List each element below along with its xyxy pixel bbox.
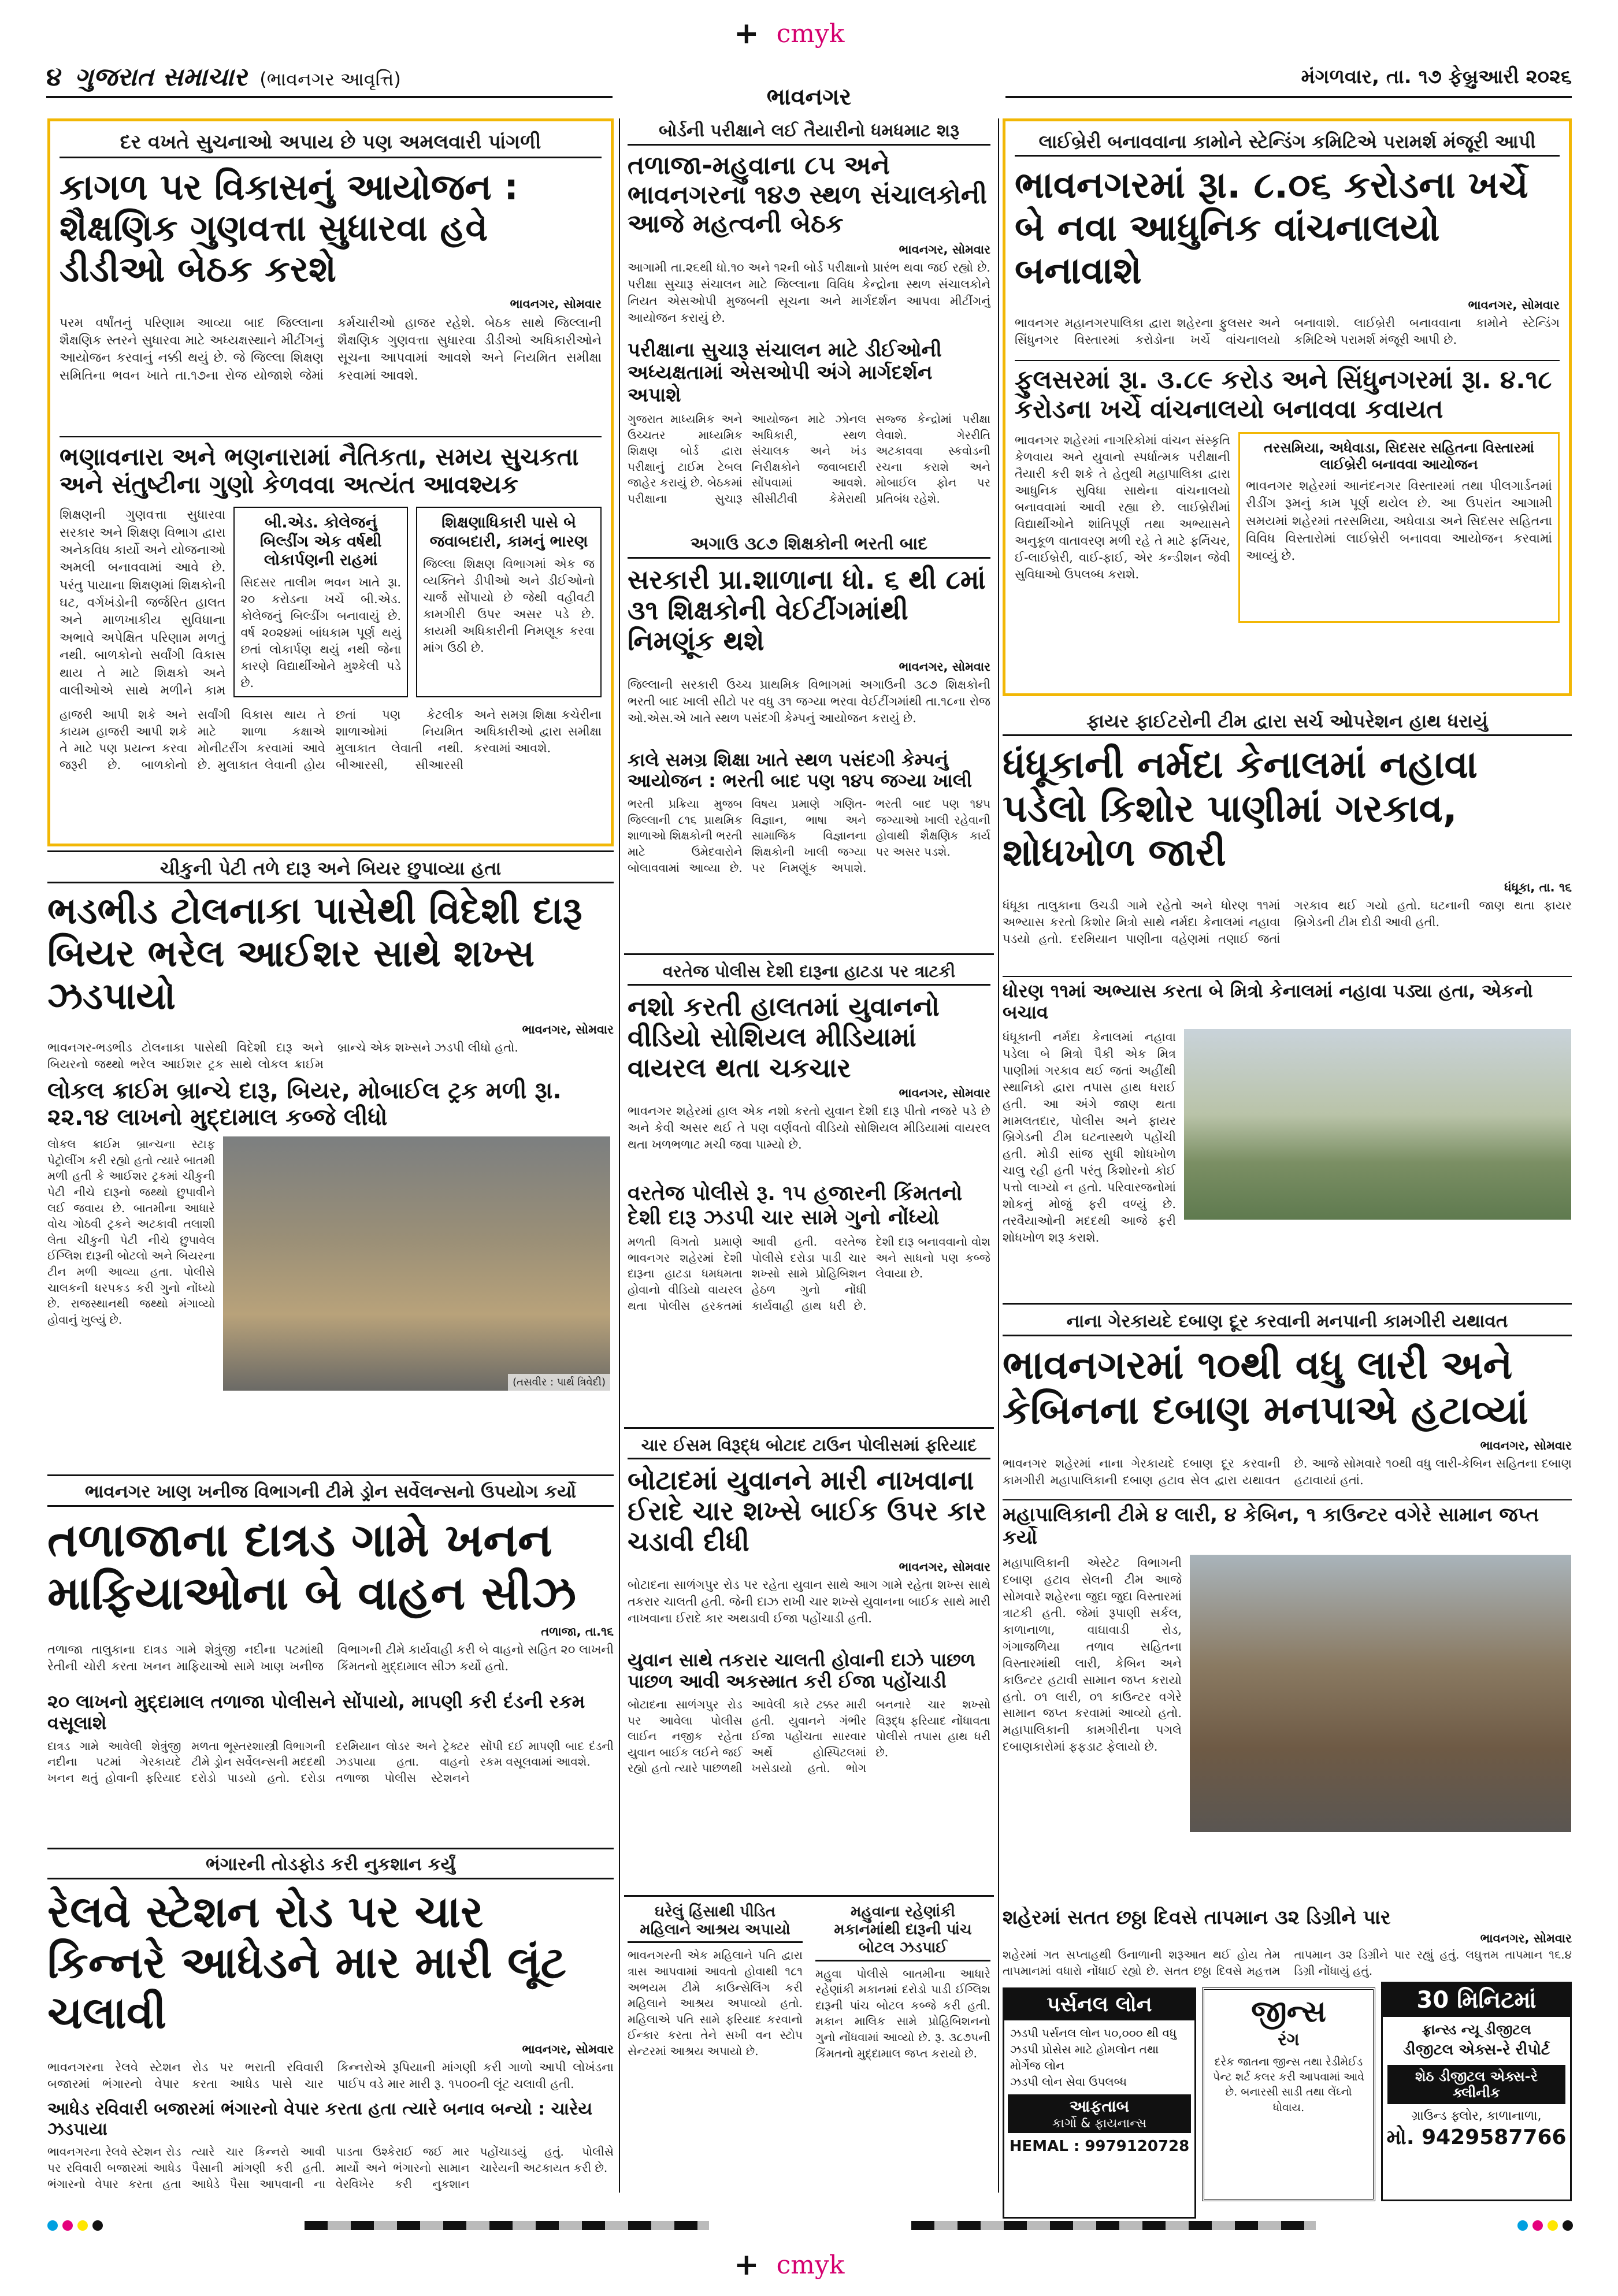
story-board-exam xyxy=(624,118,994,529)
yellow-dot-icon xyxy=(77,2220,88,2231)
section-rule xyxy=(47,850,614,852)
story-body: આગામી તા.૨૬થી ધો.૧૦ અને ૧૨ની બોર્ડ પરીક્ષાનો પ્રારંભ થવા જઈ રહ્યો છે. પરીક્ષા સુચારૂ સંચાલન માટે જિલ્લાના વિવિધ કેન્દ્રોના સ્થળ સંચાલકોને નિયત એસઓપી મુજબની સૂચના અને માર્ગદર્શન આપવા મીટીંગનું આયોજન કરાયું છે. xyxy=(628,260,990,325)
story-dateline: ભાવનગર, સોમવાર xyxy=(899,1086,990,1101)
story-library xyxy=(1003,118,1572,696)
yellow-dot-icon xyxy=(1548,2220,1558,2231)
story-headline: નશો કરતી હાલતમાં યુવાનનો વીડિયો સોશિયલ મીડિયામાં વાયરલ થતા ચકચાર xyxy=(628,990,940,1083)
ad-line: ઝડપી પર્સનલ લોન ૫૦,૦૦૦ થી વધુ xyxy=(1010,2026,1177,2040)
ad-title: જીન્સ xyxy=(1251,1994,1326,2029)
story-dateline: ભાવનગર, સોમવાર xyxy=(510,296,602,311)
story-body: ભાવનગર શહેરમાં હાલ એક નશો કરતો યુવાન દેશી દારૂ પીતો નજરે પડે છે અને કેવી અસર થઈ તે પણ વર્ણવતો વીડિયો સોશિયલ મીડિયામાં વાયરલ થતા ખળભળાટ મચી જવા પામ્યો છે. xyxy=(628,1104,990,1152)
info-box-body: સિદસર તાલીમ ભવન ખાતે રૂા. ૨૦ કરોડના ખર્ચે બી.એડ. કોલેજનું બિલ્ડીંગ બનાવાયું છે. વર્ષ ૨૦૨૪માં બાંધકામ પૂર્ણ થયું છતાં લોકાર્પણ થયું નથી જેના કારણે વિદ્યાર્થીઓને મુશ્કેલી પડે છે. xyxy=(240,575,402,690)
issue-date: મંગળવાર, તા. ૧૭ ફેબ્રુઆરી ૨૦૨૬ xyxy=(1301,65,1572,88)
seized-goods-photo xyxy=(223,1136,610,1391)
story-body: ભાવનગર મહાનગરપાલિકા દ્વારા શહેરના ફુલસર અને સિંધુનગર વિસ્તારમાં કરોડોના ખર્ચે વાંચનાલયો બનાવાશે. લાઈબ્રેરી બનાવવાના કામોને સ્ટેન્ડિંગ કમિટિએ પરામર્શ મંજૂરી આપી છે. xyxy=(1015,316,1560,347)
story-headline: ધંધૂકાની નર્મદા કેનાલમાં નહાવા પડેલો કિશોર પાણીમાં ગરકાવ, શોધખોળ જારી xyxy=(1003,742,1478,875)
info-box-body: જિલ્લા શિક્ષણ વિભાગમાં એક જ વ્યક્તિને ડીપીઓ અને ડીઈઓનો ચાર્જ સોંપાયો છે જેથી વહીવટી કામગીરી ઉપર અસર પડે છે. કાયમી અધિકારીની નિમણૂક કરવા માંગ ઉઠી છે. xyxy=(423,557,595,655)
story-body-continued: ગુજરાત માધ્યમિક અને ઉચ્ચતર માધ્યમિક શિક્ષણ બોર્ડ દ્વારા પરીક્ષાનું ટાઈમ ટેબલ જાહેર કરાયું છે. બેઠકમાં પરીક્ષાના સુચારૂ આયોજન માટે ઝોનલ અધિકારી, સ્થળ સંચાલક અને ખંડ નિરીક્ષકોને જવાબદારી સોંપવામાં આવશે. સીસીટીવી કેમેરાથી સજ્જ કેન્દ્રોમાં પરીક્ષા લેવાશે. ગેરરીતિ અટકાવવા સ્કવોડની રચના કરાશે અને મોબાઈલ ફોન પર પ્રતિબંધ રહેશે. xyxy=(628,412,990,506)
section-rule xyxy=(1003,1303,1572,1305)
story-body: ભાવનગર-ભડભીડ ટોલનાકા પાસેથી વિદેશી દારૂ અને બિયરનો જથ્થો ભરેલ આઈશર ટ્રક સાથે લોકલ ક્રાઈમ બ્રાન્ચે એક શખ્સને ઝડપી લીધો હતો. xyxy=(47,1041,518,1072)
ad-jeans xyxy=(1202,1987,1375,2201)
ad-firm: આફતાબ xyxy=(1069,2097,1130,2116)
ad-phone: HEMAL : 9979120728 xyxy=(1009,2138,1190,2155)
story-teacher-recruitment xyxy=(624,532,994,948)
story-mining-seizure xyxy=(47,1479,614,1849)
info-box-bed-college xyxy=(233,507,408,697)
story-kicker: નાના ગેરકાયદે દબાણ દૂર કરવાની મનપાની કામગીરી યથાવત xyxy=(1003,1309,1572,1336)
story-kicker: ચાર ઈસમ વિરૂદ્ધ બોટાદ ટાઉન પોલીસમાં ફરિયાદ xyxy=(628,1433,990,1459)
story-headline: તળાજાના દાત્રડ ગામે ખનન માફિયાઓના બે વાહન સીઝ xyxy=(47,1513,577,1621)
story-body-continued: મહાપાલિકાની એસ્ટેટ વિભાગની દબાણ હટાવ સેલની ટીમ આજે સોમવારે શહેરના જુદા જુદા વિસ્તારમાં ત્રાટકી હતી. જેમાં રૂપાણી સર્કલ, કાળાનાળા, વાઘાવાડી રોડ, ગંગાજળિયા તળાવ સહિતના વિસ્તારમાંથી લારી, કેબિન અને કાઉન્ટર હટાવી સામાન જપ્ત કરાયો હતો. ૦૧ લારી, ૦૧ કાઉન્ટર વગેરે સામાન જપ્ત કરવામાં આવ્યો હતો. મહાપાલિકાની કામગીરીના પગલે દબાણકારોમાં ફફડાટ ફેલાયો છે. xyxy=(1003,1555,1182,1754)
story-subheadline: યુવાન સાથે તકરાર ચાલતી હોવાની દાઝે પાછળ પાછળ આવી અકસ્માત કરી ઈજા પહોંચાડી xyxy=(628,1649,975,1693)
story-subheadline: આધેડ રવિવારી બજારમાં ભંગારનો વેપાર કરતા હતા ત્યારે બનાવ બન્યો : ચારેય ઝડપાયા xyxy=(47,2099,593,2139)
info-box-library-plan xyxy=(1238,432,1560,623)
info-box-title: તરસમિયા, અધેવાડા, સિદસર સહિતના વિસ્તારમાં લાઈબ્રેરી બનાવવા આયોજન xyxy=(1264,440,1534,473)
story-body: ધંધૂકા તાલુકાના ઉચડી ગામે રહેતો અને ધોરણ ૧૧માં અભ્યાસ કરતો કિશોર મિત્રો સાથે નર્મદા કેનાલમાં નહાવા પડયો હતો. દરમિયાન પાણીના વહેણમાં તણાઈ જતાં ગરકાવ થઈ ગયો હતો. ઘટનાની જાણ થતા ફાયર બ્રિગેડની ટીમ દોડી આવી હતી. xyxy=(1003,898,1572,946)
cyan-dot-icon xyxy=(47,2220,58,2231)
story-body: મહુવા પોલીસે બાતમીના આધારે રહેણાંકી મકાનમાં દરોડો પાડી ઈગ્લિશ દારૂની પાંચ બોટલ કબ્જે કરી હતી. મકાન માલિક સામે પ્રોહિબિશનનો ગુનો નોંધવામાં આવ્યો છે. રૂ. ૩૮૭૫ની કિંમતનો મુદ્દામાલ જપ્ત કરાયો છે. xyxy=(815,1966,990,2060)
story-body-tail: હાજરી આપી શકે અને કાયમ હાજરી આપી શકે તે માટે પણ પ્રયત્ન કરવા જરૂરી છે. બાળકોનો સર્વાંગી વિકાસ થાય તે માટે શાળા કક્ષાએ મોનીટરીંગ કરવામાં આવે છે. મુલાકાત લેવાની હોય છતાં પણ કેટલીક શાળાઓમાં નિયમિત મુલાકાત લેવાતી નથી. બીઆરસી, સીઆરસી અને સમગ્ર શિક્ષા કચેરીના અધિકારીઓ દ્વારા સમીક્ષા કરવામાં આવશે. xyxy=(60,708,602,772)
gray-bar xyxy=(911,2221,1316,2230)
story-subheadline: ધોરણ ૧૧માં અભ્યાસ કરતા બે મિત્રો કેનાલમાં નહાવા પડ્યા હતા, એકનો બચાવ xyxy=(1003,976,1572,1023)
section-rule xyxy=(624,1427,994,1429)
info-box-education-officer xyxy=(416,507,602,697)
story-subheadline: વરતેજ પોલીસે રૂ. ૧૫ હજારની કિંમતનો દેશી દારૂ ઝડપી ચાર સામે ગુનો નોંધ્યો xyxy=(628,1182,963,1229)
crosshair-icon: + xyxy=(734,2247,759,2282)
ad-line: ઝડપી લોન સેવા ઉપલબ્ધ xyxy=(1010,2075,1127,2089)
story-kicker: મહુવાના રહેણાંકી મકાનમાંથી દારૂની પાંચ બોટલ ઝડપાઈ xyxy=(815,1901,990,1961)
gray-bar xyxy=(305,2221,709,2230)
story-body: બોટાદના સાળંગપુર રોડ પર રહેતા યુવાન સાથે આગ ગામે રહેતા શખ્સ સાથે તકરાર ચાલતી હતી. જેની દાઝ રાખી ચાર શખ્સે યુવાનના બાઈક સાથે મારી નાખવાના ઈરાદે કાર અથડાવી ઈજા પહોંચાડી હતી. xyxy=(628,1578,990,1626)
story-headline: તળાજા-મહુવાના ૮૫ અને ભાવનગરના ૧૪૭ સ્થળ સંચાલકોની આજે મહત્વની બેઠક xyxy=(628,151,988,239)
story-dateline: ધંધૂકા, તા. ૧૬ xyxy=(1504,880,1572,895)
ad-spacer xyxy=(1202,2204,1375,2210)
story-kicker: ભાવનગર ખાણ ખનીજ વિભાગની ટીમે ડ્રોન સર્વેલન્સનો ઉપયોગ કર્યો xyxy=(47,1479,614,1507)
ad-xray xyxy=(1381,1982,1572,2201)
story-body-continued: ભરતી પ્રક્રિયા મુજબ જિલ્લાની ૮૧૬ પ્રાથમિક શાળાઓ શિક્ષકોની ભરતી માટે ઉમેદવારોને બોલાવવામાં આવ્યા છે. વિષય પ્રમાણે ગણિત-વિજ્ઞાન, ભાષા અને સામાજિક વિજ્ઞાનના શિક્ષકોની ખાલી જગ્યા પર નિમણૂંક અપાશે. ભરતી બાદ પણ ૧૪૫ જગ્યાઓ ખાલી રહેવાની હોવાથી શૈક્ષણિક કાર્ય પર અસર પડશે. xyxy=(628,797,990,875)
story-canal-drowning xyxy=(1003,708,1572,1300)
story-body: ભાવનગરના રેલવે સ્ટેશન રોડ પર ભરાતી રવિવારી બજારમાં ભંગારનો વેપાર કરતા આધેડ પાસે ચાર કિન્નરોએ રૂપિયાની માંગણી કરી ગાળો આપી લોખંડના પાઈપ વડે માર મારી રૂ. ૧૫૦૦ની લૂંટ ચલાવી હતી. xyxy=(47,2060,614,2091)
photo-caption: (તસવીર : પાર્થ ત્રિવેદી) xyxy=(508,1374,610,1391)
story-domestic-violence xyxy=(624,1901,806,2190)
story-body-continued: લોકલ ક્રાઈમ બ્રાન્ચના સ્ટાફ પેટ્રોલીંગ કરી રહ્યો હતો ત્યારે બાતમી મળી હતી કે આઈશર ટ્રકમાં ચીકુની પેટી નીચે દારૂનો જથ્થો છુપાવીને લઈ જવાય છે. બાતમીના આધારે વોચ ગોઠવી ટ્રકને અટકાવી તલાશી લેતા ચીકુની પેટી નીચે છુપાવેલ ઈગ્લિશ દારૂની બોટલો અને બિયરના ટીન મળી આવ્યા હતા. પોલીસે ચાલકની ધરપકડ કરી ગુનો નોંધ્યો છે. રાજસ્થાનથી જથ્થો મંગાવ્યો હોવાનું ખુલ્યું છે. xyxy=(47,1137,215,1327)
info-box-body: ભાવનગર શહેરમાં આનંદનગર વિસ્તારમાં તથા પીલગાર્ડનમાં રીડીંગ રૂમનું કામ પૂર્ણ થયેલ છે. આ ઉપરાંત આગામી સમયમાં શહેરમાં તરસમિયા, અધેવાડા અને સિદસર સહિતના વિવિધ વિસ્તારોમાં લાઈબ્રેરી બનાવવા આયોજન કરવામાં આવ્યું છે. xyxy=(1245,478,1552,564)
story-body: ભાવનગરની એક મહિલાને પતિ દ્વારા ત્રાસ આપવામાં આવતો હોવાથી ૧૮૧ અભયમ ટીમે કાઉન્સેલિંગ કરી મહિલાને આશ્રય અપાવ્યો હતો. મહિલાએ પતિ સામે ફરિયાદ કરવાનો ઈન્કાર કરતા તેને સખી વન સ્ટોપ સેન્ટરમાં આશ્રય અપાયો છે. xyxy=(628,1948,803,2058)
story-subheadline: લોકલ ક્રાઈમ બ્રાન્ચે દારૂ, બિયર, મોબાઈલ ટ્રક મળી રૂા. ૨૨.૧૪ લાખનો મુદ્દામાલ કબ્જે લીધો xyxy=(47,1078,562,1131)
encroachment-photo xyxy=(1190,1555,1571,1832)
registration-mark-bottom xyxy=(734,2247,896,2282)
story-body-continued: ધંધૂકાની નર્મદા કેનાલમાં નહાવા પડેલા બે મિત્રો પૈકી એક મિત્ર પાણીમાં ગરકાવ થઈ જતાં અહીંથી સ્થાનિકો દ્વારા તપાસ હાથ ધરાઈ હતી. આ અંગે જાણ થતા મામલતદાર, પોલીસ અને ફાયર બ્રિગેડની ટીમ ઘટનાસ્થળે પહોંચી હતી. મોડી સાંજ સુધી શોધખોળ ચાલુ રહી હતી પરંતુ કિશોરનો કોઈ પત્તો લાગ્યો ન હતો. પરિવારજનોમાં શોકનું મોજું ફરી વળ્યું છે. તરવૈયાઓની મદદથી આજે ફરી શોધખોળ શરૂ કરાશે. xyxy=(1003,1030,1176,1245)
story-subheadline: ભણાવનારા અને ભણનારામાં નૈતિકતા, સમય સુચકતા અને સંતુષ્ટીના ગુણો કેળવવા અત્યંત આવશ્યક xyxy=(60,436,602,499)
story-headline: ભાવનગરમાં રૂા. ૮.૦૬ કરોડના ખર્ચે બે નવા આધુનિક વાંચનાલયો બનાવાશે xyxy=(1015,164,1528,292)
story-dateline: ભાવનગર, સોમવાર xyxy=(1480,1931,1572,1946)
ad-line: ફ્રાન્સ્ડ ન્યૂ ડીજીટલ xyxy=(1422,2022,1531,2038)
story-body: ભાવનગર શહેરમાં નાના ગેરકાયદે દબાણ દૂર કરવાની કામગીરી મહાપાલિકાની દબાણ હટાવ સેલ દ્વારા યથાવત છે. આજે સોમવારે ૧૦થી વધુ લારી-કેબિન સહિતના દબાણ હટાવાયાં હતાં. xyxy=(1003,1456,1572,1487)
story-body-continued: શિક્ષણની ગુણવત્તા સુધારવા સરકાર અને શિક્ષણ વિભાગ દ્વારા અનેકવિધ કાર્યો અને યોજનાઓ અમલી બનાવવામાં આવે છે. પરંતુ પાયાના શિક્ષણમાં શિક્ષકોની ઘટ, વર્ગખંડોની જર્જરિત હાલત અને માળખાકીય સુવિધાના અભાવે અપેક્ષિત પરિણામ મળતું નથી. બાળકોનો સર્વાંગી વિકાસ થાય તે માટે શિક્ષકો અને વાલીઓએ સાથે મળીને કામ xyxy=(60,508,226,698)
canal-photo xyxy=(1184,1029,1571,1220)
story-dateline: તળાજા, તા.૧૬ xyxy=(541,1625,614,1639)
ad-clinic: શેઠ ડીજીટલ એક્સ-રે ક્લીનીક xyxy=(1387,2065,1565,2104)
story-body-continued: દાત્રડ ગામે આવેલી શેત્રુંજી નદીના પટમાં ગેરકાયદે ખનન થતું હોવાની ફરિયાદ મળતા ભૂસ્તરશાસ્ત્રી વિભાગની ટીમે ડ્રોન સર્વેલન્સની મદદથી દરોડો પાડયો હતો. દરોડા દરમિયાન લોડર અને ટ્રેક્ટર ઝડપાયા હતા. વાહનો તળાજા પોલીસ સ્ટેશનને સોંપી દઈ માપણી બાદ દંડની રકમ વસૂલવામાં આવશે. xyxy=(47,1738,614,1785)
story-headline: ભડભીડ ટોલનાકા પાસેથી વિદેશી દારૂ બિયર ભરેલ આઈશર સાથે શખ્સ ઝડપાયો xyxy=(47,890,582,1018)
ad-title: પર્સનલ લોન xyxy=(1004,1989,1194,2020)
section-rule xyxy=(624,1895,994,1897)
story-body-continued: ભાવનગર શહેરમાં નાગરિકોમાં વાંચન સંસ્કૃતિ કેળવાય અને યુવાનો સ્પર્ધાત્મક પરીક્ષાની તૈયારી કરી શકે તે હેતુથી મહાપાલિકા દ્વારા આધુનિક સુવિધા સાથેના વાંચનાલયો બનાવવામાં આવી રહ્યા છે. લાઈબ્રેરીમાં વિદ્યાર્થીઓને શાંતિપૂર્ણ તથા અભ્યાસને અનુકૂળ વાતાવરણ મળી રહે તે માટે ફર્નિચર, ઈ-લાઈબ્રેરી, વાઈ-ફાઈ, એર કન્ડીશન જેવી સુવિધાઓ ઉપલબ્ધ કરાશે. xyxy=(1015,433,1230,582)
story-subheadline: પરીક્ષાના સુચારૂ સંચાલન માટે ડીઈઓની અધ્યક્ષતામાં એસઓપી અંગે માર્ગદર્શન અપાશે xyxy=(628,338,942,407)
page-number: ૪ xyxy=(46,62,62,92)
story-headline: શહેરમાં સતત છઠ્ઠા દિવસે તાપમાન ૩૨ ડિગ્રીને પાર xyxy=(1003,1907,1391,1929)
section-rule xyxy=(624,953,994,955)
section-title: ભાવનગર xyxy=(613,84,1005,113)
story-dateline: ભાવનગર, સોમવાર xyxy=(1480,1438,1572,1452)
info-box-title: શિક્ષણાધિકારી પાસે બે જવાબદારી, કામનું ભારણ xyxy=(429,514,588,551)
story-headline: બોટાદમાં યુવાનને મારી નાખવાના ઈરાદે ચાર શખ્સે બાઈક ઉપર કાર ચડાવી દીધી xyxy=(628,1464,986,1557)
story-kicker: ઘરેલું હિંસાથી પીડિત મહિલાને આશ્રય અપાયો xyxy=(628,1901,803,1943)
story-mahuva-liquor xyxy=(812,1901,994,2190)
crosshair-icon: + xyxy=(734,16,759,51)
ad-subtitle: રંગ xyxy=(1278,2030,1300,2050)
story-encroachment-removal xyxy=(1003,1309,1572,1904)
column-rule xyxy=(619,118,620,2193)
story-headline: ભાવનગરમાં ૧૦થી વધુ લારી અને કેબિનના દબાણ મનપાએ હટાવ્યાં xyxy=(1003,1343,1528,1434)
story-dateline: ભાવનગર, સોમવાર xyxy=(1468,298,1560,313)
story-railway-robbery xyxy=(47,1852,614,2193)
black-dot-icon xyxy=(1563,2220,1573,2231)
paper-name: ગુજરાત સમાચાર xyxy=(75,62,247,92)
story-subheadline: કાલે સમગ્ર શિક્ષા ખાતે સ્થળ પસંદગી કેમ્પનું આયોજન : ભરતી બાદ પણ ૧૪૫ જગ્યા ખાલી xyxy=(628,748,973,792)
magenta-dot-icon xyxy=(1532,2220,1543,2231)
story-temperature xyxy=(1003,1907,1572,1982)
story-body: જિલ્લાની સરકારી ઉચ્ચ પ્રાથમિક વિભાગમાં અગાઉની ૩૮૭ શિક્ષકોની ભરતી બાદ ખાલી સીટો પર વધુ ૩૧ જગ્યા ભરવા વેઈટીંગમાંથી તા.૧૮ના રોજ ઓ.એસ.એ ખાતે સ્થળ પસંદગી કેમ્પનું આયોજન કરાયું છે. xyxy=(628,677,990,725)
story-kicker: ફાયર ફાઈટરોની ટીમ દ્વારા સર્ચ ઓપરેશન હાથ ધરાયું xyxy=(1003,708,1572,736)
ad-firm-sub: કાર્ગો & ફાયનાન્સ xyxy=(1052,2116,1147,2131)
edition-label: (ભાવનગર આવૃત્તિ) xyxy=(259,68,401,90)
ad-phone: મો. 9429587766 xyxy=(1386,2126,1567,2149)
story-kicker: વરતેજ પોલીસ દેશી દારૂના હાટડા પર ત્રાટકી xyxy=(628,959,990,986)
ad-body: દરેક જાતના જીન્સ તથા રેડીમેઈડ પેન્ટ શર્ટ કલર કરી આપવામાં આવે છે. બનારસી સાડી તથા લેંઘ્નો ધોવાય. xyxy=(1212,2056,1365,2114)
section-rule xyxy=(47,1848,614,1849)
magenta-dot-icon xyxy=(62,2220,73,2231)
story-dateline: ભાવનગર, સોમવાર xyxy=(522,2042,614,2057)
story-kicker: ભંગારની તોડફોડ કરી નુકશાન કર્યું xyxy=(47,1852,614,1879)
story-body-continued: બોટાદના સાળંગપુર રોડ પર આવેલા પોલીસ લાઈન નજીક રહેતા યુવાન બાઈક લઈને જઈ રહ્યો હતો ત્યારે પાછળથી આવેલી કારે ટક્કર મારી હતી. યુવાનને ગંભીર ઈજા પહોંચતા સારવાર અર્થે હોસ્પિટલમાં ખસેડાયો હતો. ભોગ બનનારે ચાર શખ્સો વિરૂદ્ધ ફરિયાદ નોંધાવતા પોલીસે તપાસ હાથ ધરી છે. xyxy=(628,1697,990,1775)
ad-title: 30 મિનિટમાં xyxy=(1383,1983,1570,2017)
story-kicker: ચીકુની પેટી તળે દારૂ અને બિયર છુપાવ્યા હતા xyxy=(47,855,614,883)
ad-personal-loan xyxy=(1003,1987,1196,2219)
story-dateline: ભાવનગર, સોમવાર xyxy=(899,659,990,674)
story-headline: સરકારી પ્રા.શાળાના ધો. ૬ થી ૮માં ૩૧ શિક્ષકોની વેઈટીંગમાંથી નિમણૂંક થશે xyxy=(628,564,986,656)
story-kicker: અગાઉ ૩૮૭ શિક્ષકોની ભરતી બાદ xyxy=(628,532,990,559)
cmyk-label: cmyk xyxy=(776,18,845,49)
story-subheadline: ૨૦ લાખનો મુદ્દામાલ તળાજા પોલીસને સોંપાયો, માપણી કરી દંડની રકમ વસૂલાશે xyxy=(47,1691,585,1734)
story-liquor-seized xyxy=(47,855,614,1467)
story-dateline: ભાવનગર, સોમવાર xyxy=(522,1023,614,1037)
story-body-continued: મળતી વિગતો પ્રમાણે ભાવનગર શહેરમાં દેશી દારૂના હાટડા ધમધમતા હોવાનો વીડિયો વાયરલ થતા પોલીસ હરકતમાં આવી હતી. વરતેજ પોલીસે દરોડા પાડી ચાર શખ્સો સામે પ્રોહિબિશન હેઠળ ગુનો નોંધી કાર્યવાહી હાથ ધરી છે. દેશી દારૂ બનાવવાનો વોશ અને સાધનો પણ કબ્જે લેવાયા છે. xyxy=(628,1235,990,1313)
story-dateline: ભાવનગર, સોમવાર xyxy=(899,242,990,257)
info-box-title: બી.એડ. કોલેજનું બિલ્ડીંગ એક વર્ષથી લોકાર્પણની રાહમાં xyxy=(259,514,382,570)
story-body-continued: ભાવનગરના રેલવે સ્ટેશન રોડ પર રવિવારી બજારમાં આધેડ ભંગારનો વેપાર કરતા હતા ત્યારે ચાર કિન્નરો આવી પૈસાની માંગણી કરી હતી. આધેડે પૈસા આપવાની ના પાડતા ઉશ્કેરાઈ જઈ માર માર્યો અને ભંગારનો સામાન વેરવિખેર કરી નુકશાન પહોંચાડયું હતું. પોલીસે ચારેયની અટકાયત કરી છે. xyxy=(47,2145,614,2191)
column-rule xyxy=(998,118,999,2193)
ad-line: ઝડપી પ્રોસેસ માટે હોમલોન તથા મોર્ગેજ લોન xyxy=(1010,2042,1159,2072)
cyan-dot-icon xyxy=(1517,2220,1528,2231)
story-kicker: બોર્ડની પરીક્ષાને લઈ તૈયારીનો ધમધમાટ શરૂ xyxy=(628,118,990,146)
black-dot-icon xyxy=(92,2220,103,2231)
story-education-quality xyxy=(47,118,614,846)
section-rule xyxy=(47,1474,614,1476)
story-headline: કાગળ પર વિકાસનું આયોજન : શૈક્ષણિક ગુણવત્તા સુધારવા હવે ડીડીઓ બેઠક કરશે xyxy=(60,165,519,291)
story-dateline: ભાવનગર, સોમવાર xyxy=(899,1560,990,1574)
story-kicker: દર વખતે સુચનાઓ અપાય છે પણ અમલવારી પાંગળી xyxy=(60,128,602,158)
cmyk-label: cmyk xyxy=(776,2250,845,2280)
story-subheadline: ફુલસરમાં રૂા. ૩.૮૯ કરોડ અને સિંધુનગરમાં રૂા. ૪.૧૮ કરોડના ખર્ચે વાંચનાલયો બનાવવા કવાયત xyxy=(1015,360,1560,424)
story-body: પરમ વર્ષાંતનું પરિણામ આવ્યા બાદ જિલ્લાના શૈક્ષણિક સ્તરને સુધારવા માટે અધ્યક્ષસ્થાને મીટીંગનું આયોજન કરવાનું નક્કી થયું છે. જે જિલ્લા શિક્ષણ સમિતિના ભવન ખાતે તા.૧૭ના રોજ યોજાશે જેમાં કર્મચારીઓ હાજર રહેશે. બેઠક સાથે જિલ્લાની શૈક્ષણિક ગુણવત્તા સુધારવા ડીડીઓ અધિકારીઓને સૂચના આપવામાં આવશે અને નિયમિત સમીક્ષા કરવામાં આવશે. xyxy=(60,315,602,383)
story-body: શહેરમાં ગત સપ્તાહથી ઉનાળાની શરૂઆત થઈ હોય તેમ તાપમાનમાં વધારો નોંધાઈ રહ્યો છે. સતત છઠ્ઠા દિવસે મહત્તમ તાપમાન ૩૨ ડિગ્રીને પાર રહ્યું હતું. લઘુત્તમ તાપમાન ૧૬.૪ ડિગ્રી નોંધાયું હતું. xyxy=(1003,1948,1572,1978)
ad-line: ડીજીટલ એક્સ-રે રીપોર્ટ xyxy=(1403,2041,1550,2059)
color-bar-strip xyxy=(47,2219,1573,2232)
story-subheadline: મહાપાલિકાની ટીમે ૪ લારી, ૪ કેબિન, ૧ કાઉન્ટર વગેરે સામાન જપ્ત કર્યો xyxy=(1003,1499,1572,1549)
story-kicker: લાઈબ્રેરી બનાવવાના કામોને સ્ટેન્ડિંગ કમિટિએ પરામર્શ મંજૂરી આપી xyxy=(1015,128,1560,157)
registration-mark-top xyxy=(734,16,896,51)
ad-address: ગ્રાઉન્ડ ફ્લોર, કાળાનાળા, xyxy=(1411,2109,1542,2123)
story-body: તળાજા તાલુકાના દાત્રડ ગામે શેત્રુંજી નદીના પટમાંથી રેતીની ચોરી કરતા ખનન માફિયાઓ સામે ખાણ ખનીજ વિભાગની ટીમે કાર્યવાહી કરી બે વાહનો સહિત ૨૦ લાખની કિંમતનો મુદ્દામાલ સીઝ કર્યો હતો. xyxy=(47,1643,614,1674)
story-headline: રેલવે સ્ટેશન રોડ પર ચાર કિન્નરે આધેડને માર મારી લૂંટ ચલાવી xyxy=(47,1886,566,2038)
